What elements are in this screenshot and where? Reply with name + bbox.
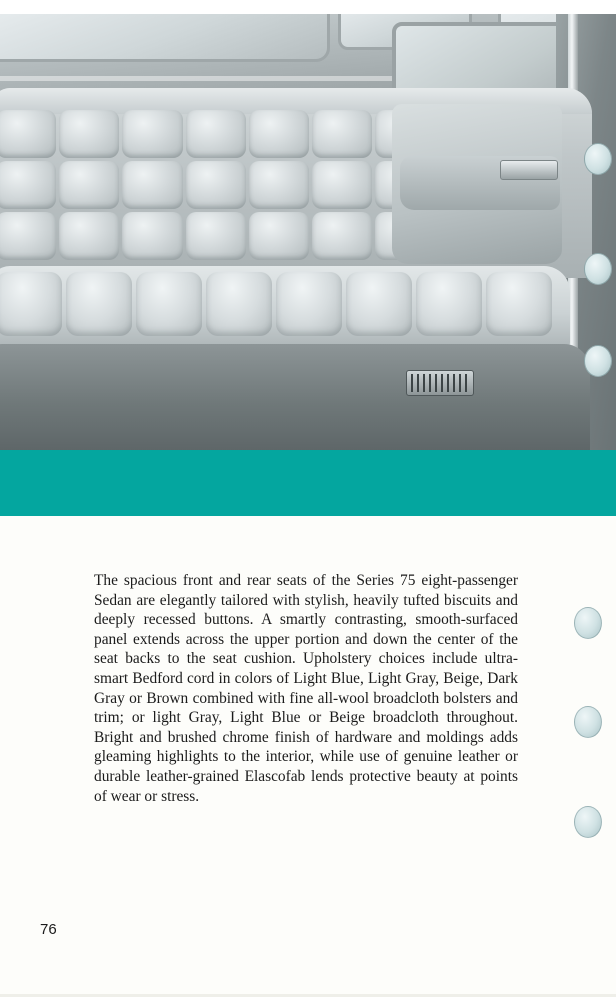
seat-cushion-tufting <box>0 272 552 336</box>
interior-photograph <box>0 14 616 450</box>
binder-hole <box>584 345 612 377</box>
tuft-biscuit <box>186 161 246 209</box>
tuft-biscuit <box>59 161 119 209</box>
heater-vent <box>406 370 474 396</box>
tuft-biscuit <box>0 161 56 209</box>
binder-hole <box>584 143 612 175</box>
tuft-biscuit <box>312 212 372 260</box>
tuft-biscuit <box>66 272 132 336</box>
tuft-biscuit <box>186 110 246 158</box>
tuft-biscuit <box>249 161 309 209</box>
body-text-column <box>94 571 518 806</box>
binder-hole <box>584 253 612 285</box>
side-window-left <box>0 14 330 62</box>
tuft-biscuit <box>0 212 56 260</box>
tuft-biscuit <box>486 272 552 336</box>
floor-and-kick-panel <box>0 344 590 450</box>
binder-hole <box>574 706 602 738</box>
tuft-biscuit <box>122 161 182 209</box>
tuft-biscuit <box>206 272 272 336</box>
tuft-biscuit <box>312 110 372 158</box>
page-number: 76 <box>40 921 57 938</box>
tuft-biscuit <box>59 212 119 260</box>
tuft-biscuit <box>0 272 62 336</box>
tuft-biscuit <box>122 110 182 158</box>
tuft-biscuit <box>59 110 119 158</box>
binder-hole <box>574 806 602 838</box>
tuft-biscuit <box>249 212 309 260</box>
body-paragraph: The spacious front and rear seats of the Series 75 eight-passenger Sedan are elegantly tailored with stylish, heavily tufted biscuits and deeply recessed buttons. A smartly contrasting, smooth-surfaced panel extends across the upper portion and down the center of the seat backs to the seat cushion. Upholstery choices include ultra-smart Bedford cord in colors of Light Blue, Light Gray, Beige, Dark Gray or Brown combined with fine all-wool broadcloth bolsters and trim; or light Gray, Light Blue or Beige broadcloth throughout. Bright and brushed chrome finish of hardware and moldings adds gleaming highlights to the interior, while use of genuine leather or durable leather-grained Elascofab lends protective beauty at points of wear or stress. <box>94 572 518 805</box>
tuft-biscuit <box>0 110 56 158</box>
tuft-biscuit <box>346 272 412 336</box>
tuft-biscuit <box>186 212 246 260</box>
ashtray <box>500 160 558 180</box>
tuft-biscuit <box>276 272 342 336</box>
tuft-biscuit <box>249 110 309 158</box>
tuft-biscuit <box>122 212 182 260</box>
tuft-biscuit <box>136 272 202 336</box>
binder-hole <box>574 607 602 639</box>
tuft-biscuit <box>416 272 482 336</box>
teal-band <box>0 447 616 516</box>
tuft-biscuit <box>312 161 372 209</box>
